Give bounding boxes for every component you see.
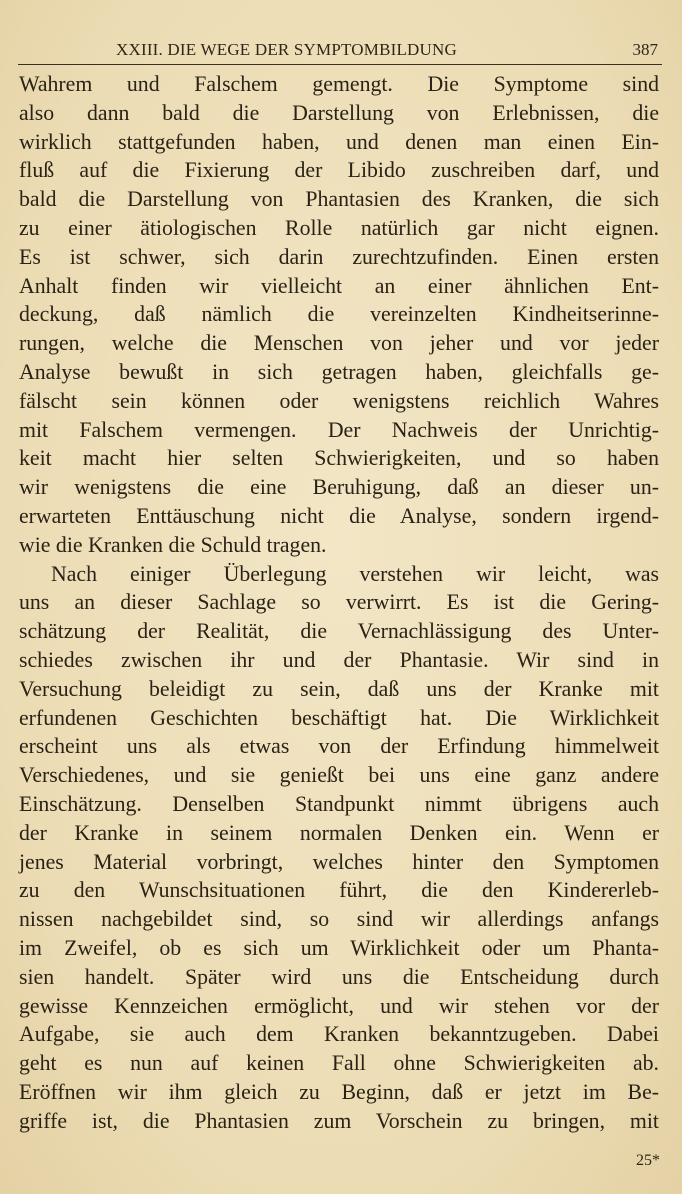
running-title: XXIII. DIE WEGE DER SYMPTOMBILDUNG [116,40,457,59]
text-line: wir wenigstens die eine Beruhigung, daß an dieser un- [19,475,659,500]
text-line: Anhalt finden wir vielleicht an einer ähnlichen Ent- [19,273,659,298]
text-line: erfundenen Geschichten beschäftigt hat. Die Wirklichkeit [19,705,659,730]
text-line: Versuchung beleidigt zu sein, daß uns der Kranke mit [19,676,659,701]
text-line: fluß auf die Fixierung der Libido zuschreiben darf, und [19,158,659,183]
text-line: also dann bald die Darstellung von Erlebnissen, die [19,100,659,125]
text-line: rungen, welche die Menschen von jeher und vor jeder [19,331,659,356]
page-header [18,38,662,65]
text-line: griffe ist, die Phantasien zum Vorschein zu bringen, mit [19,1108,659,1133]
text-line: schätzung der Realität, die Vernachlässigung des Unter- [19,619,659,644]
body-text [19,70,659,1135]
text-line: fälscht sein können oder wenigstens reichlich Wahres [19,388,659,413]
text-line: gewisse Kennzeichen ermöglicht, und wir stehen vor der [19,993,659,1018]
text-line: Nach einiger Überlegung verstehen wir leicht, was [51,561,659,586]
text-line: uns an dieser Sachlage so verwirrt. Es ist die Gering- [19,590,659,615]
text-line: zu einer ätiologischen Rolle natürlich gar nicht eignen. [19,215,659,240]
text-line: Wahrem und Falschem gemengt. Die Symptome sind [19,72,659,96]
text-line: mit Falschem vermengen. Der Nachweis der Unrichtig- [19,417,659,442]
text-line: wirklich stattgefunden haben, und denen man einen Ein- [19,129,659,154]
text-line: bald die Darstellung von Phantasien des Kranken, die sich [19,187,659,212]
signature-mark: 25* [636,1152,660,1169]
text-line: Einschätzung. Denselben Standpunkt nimmt übrigens auch [19,791,659,816]
text-line: zu den Wunschsituationen führt, die den Kindererleb- [19,878,659,903]
text-line: geht es nun auf keinen Fall ohne Schwierigkeiten ab. [19,1051,659,1076]
text-line: nissen nachgebildet sind, so sind wir allerdings anfangs [19,907,659,932]
page-number: 387 [632,40,658,59]
text-line: Aufgabe, sie auch dem Kranken bekanntzugeben. Dabei [19,1022,659,1047]
text-line: keit macht hier selten Schwierigkeiten, und so haben [19,446,659,471]
text-line: im Zweifel, ob es sich um Wirklichkeit oder um Phanta- [19,935,659,960]
text-line: wie die Kranken die Schuld tragen. [19,532,327,557]
text-line: Analyse bewußt in sich getragen haben, gleichfalls ge- [19,359,659,384]
text-line: erwarteten Enttäuschung nicht die Analyse, sondern irgend- [19,503,659,528]
text-line: jenes Material vorbringt, welches hinter den Symptomen [19,849,659,874]
text-line: sien handelt. Später wird uns die Entscheidung durch [19,964,659,989]
text-line: erscheint uns als etwas von der Erfindung himmelweit [19,734,659,759]
text-line: deckung, daß nämlich die vereinzelten Kindheitserinne- [19,302,659,327]
text-line: der Kranke in seinem normalen Denken ein. Wenn er [19,820,659,845]
text-line: Es ist schwer, sich darin zurechtzufinden. Einen ersten [19,244,659,269]
text-line: Verschiedenes, und sie genießt bei uns eine ganz andere [19,763,659,788]
text-line: schiedes zwischen ihr und der Phantasie. Wir sind in [19,647,659,672]
text-line: Eröffnen wir ihm gleich zu Beginn, daß er jetzt im Be- [19,1079,659,1104]
